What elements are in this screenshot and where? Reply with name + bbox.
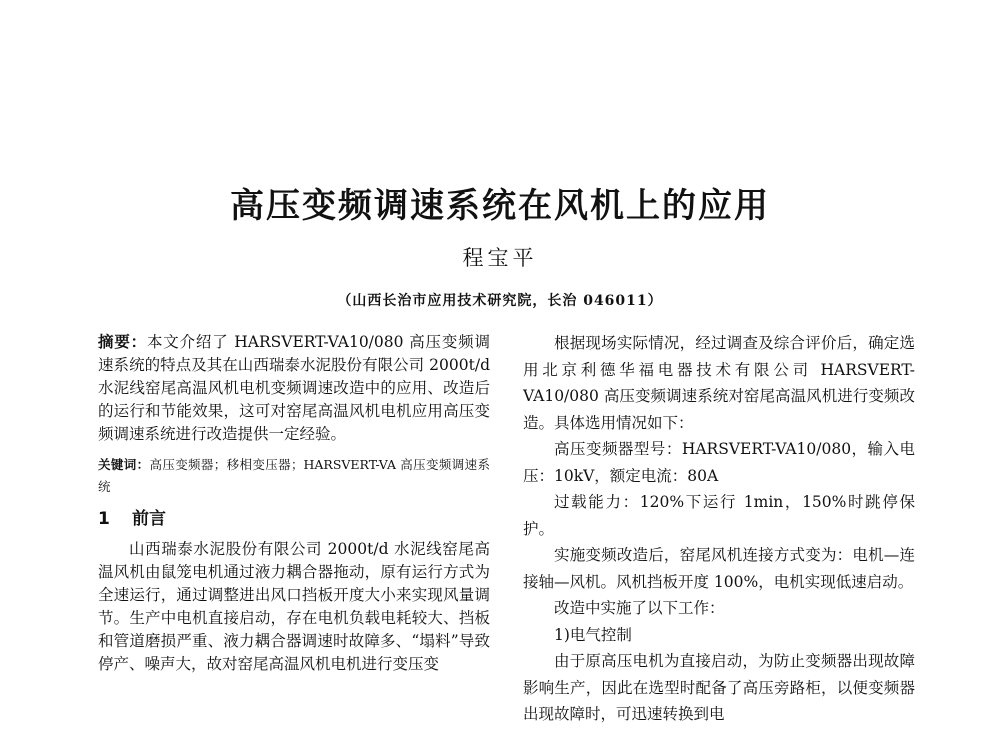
body-paragraph: 过载能力：120%下运行 1min，150%时跳停保护。 bbox=[523, 493, 915, 538]
keywords bbox=[98, 454, 490, 498]
abstract-text: 本文介绍了 HARSVERT-VA10/080 高压变频调速系统的特点及其在山西瑞泰水泥股份有限公司 2000t/d 水泥线窑尾高温风机电机变频调速改造中的应用、改造后的运行和节能效果，这可对窑尾高温风机电机应用高压变频调速系统进行改造提供一定经验。 bbox=[98, 333, 490, 443]
abstract bbox=[98, 330, 490, 446]
keywords-label: 关键词： bbox=[98, 457, 150, 472]
abstract-label: 摘要： bbox=[98, 332, 147, 351]
section-heading bbox=[98, 506, 490, 532]
keywords-text: 高压变频器；移相变压器；HARSVERT-VA 高压变频调速系统 bbox=[98, 457, 490, 494]
section-number: 1 bbox=[98, 509, 110, 529]
body-paragraph: 实施变频改造后，窑尾风机连接方式变为：电机—连接轴—风机。风机挡板开度 100%，电机实现低速启动。 bbox=[523, 546, 915, 591]
author-affiliation: （山西长治市应用技术研究院，长治 046011） bbox=[337, 293, 663, 309]
subsection-heading: 1)电气控制 bbox=[554, 625, 632, 644]
body-paragraph: 改造中实施了以下工作： bbox=[554, 599, 725, 617]
left-column bbox=[98, 330, 490, 676]
body-paragraph: 由于原高压电机为直接启动，为防止变频器出现故障影响生产，因此在选型时配备了高压旁路柜，以便变频器出现故障时，可迅速转换到电 bbox=[523, 652, 915, 723]
author-name: 程宝平 bbox=[462, 246, 538, 270]
section-title: 前言 bbox=[132, 509, 166, 529]
right-column bbox=[523, 330, 915, 728]
intro-paragraph: 山西瑞泰水泥股份有限公司 2000t/d 水泥线窑尾高温风机由鼠笼电机通过液力耦合器拖动，原有运行方式为全速运行，通过调整进出风口挡板开度大小来实现风量调节。生产中电机直接启动，存在电机负载电耗较大、挡板和管道磨损严重、液力耦合器调速时故障多、“塌料”导致停产、噪声大，故对窑尾高温风机电机进行变压变 bbox=[98, 540, 490, 673]
body-paragraph: 根据现场实际情况，经过调查及综合评价后，确定选用北京利德华福电器技术有限公司 HARSVERT-VA10/080 高压变频调速系统对窑尾高温风机进行变频改造。具体选用情况如下： bbox=[523, 334, 915, 432]
body-paragraph: 高压变频器型号：HARSVERT-VA10/080，输入电压：10kV，额定电流：80A bbox=[523, 440, 915, 485]
paper-title: 高压变频调速系统在风机上的应用 bbox=[230, 186, 770, 226]
